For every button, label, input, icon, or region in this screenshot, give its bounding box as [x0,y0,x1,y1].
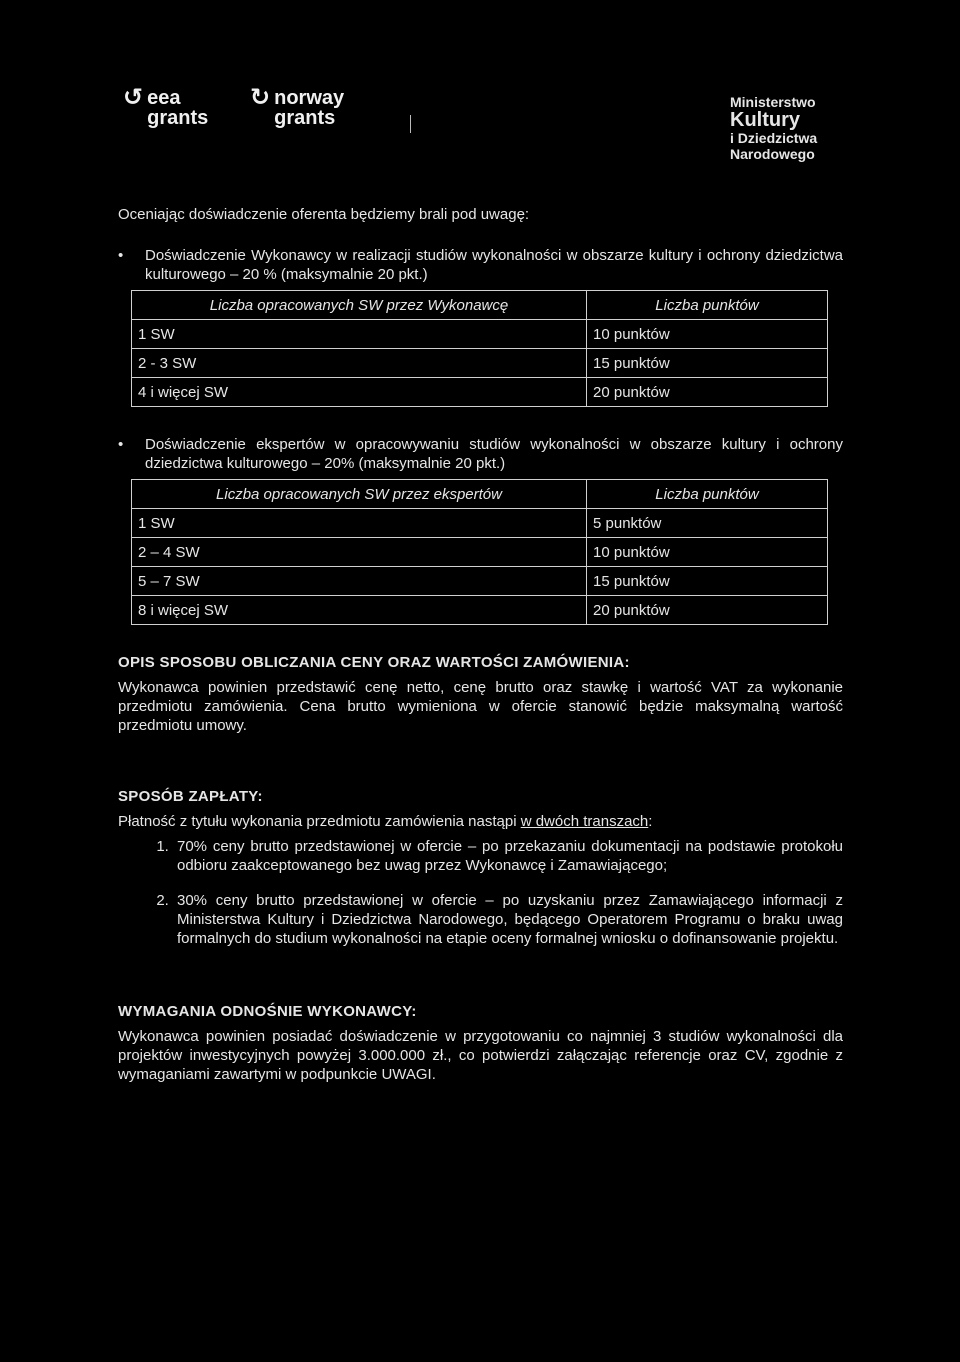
table-cell: 1 SW [132,320,587,349]
table-row [132,320,828,349]
table-cell: 2 – 4 SW [132,538,587,567]
table-row [132,596,828,625]
criterion-2-text: • Doświadczenie ekspertów w opracowywaniu studiów wykonalności w obszarze kultury i ochrony dziedzictwa kulturowego – 20% (maksymalnie 20 pkt.) [118,435,843,473]
spacer [118,735,843,775]
requirements-section-title: WYMAGANIA ODNOŚNIE WYKONAWCY: [118,1003,417,1020]
ministry-line-4: Narodowego [730,146,815,162]
ministry-line-3: i Dziedzictwa [730,130,818,146]
norway-grants-logo: ↻ norway grants [250,84,345,129]
table-cell: 20 punktów [587,378,828,407]
table-row [132,378,828,407]
column-header: Liczba punktów [587,480,828,509]
evaluation-intro: Oceniając doświadczenie oferenta będziemy brali pod uwagę: [118,206,530,223]
table-cell: 5 – 7 SW [132,567,587,596]
table-header-row [132,291,828,320]
table-row [132,349,828,378]
criterion-2-table [131,479,828,625]
price-section-body: Wykonawca powinien przedstawić cenę netto, cenę brutto oraz stawkę i wartość VAT za wykonanie przedmiotu zamówienia. Cena brutto wymieniona w ofercie stanowić będzie maksymalną wartość przedmiotu umowy. [118,679,843,734]
table-cell: 20 punktów [587,596,828,625]
table-header-row [132,480,828,509]
norway-swirl-icon: ↻ [250,84,271,111]
header-divider [410,115,411,133]
table-cell: 10 punktów [587,538,828,567]
column-header: Liczba opracowanych SW przez Wykonawcę [132,291,587,320]
table-cell: 10 punktów [587,320,828,349]
table-cell: 2 - 3 SW [132,349,587,378]
criterion-1-table [131,290,828,407]
table-cell: 8 i więcej SW [132,596,587,625]
ministry-logo [730,94,845,162]
table-row [132,509,828,538]
table-cell: 1 SW [132,509,587,538]
column-header: Liczba punktów [587,291,828,320]
table-cell: 5 punktów [587,509,828,538]
eea-swirl-icon: ↺ [123,84,144,111]
header [115,80,845,170]
payment-intro-underlined: w dwóch transzach [520,813,649,830]
requirements-section-body: Wykonawca powinien posiadać doświadczenie w przygotowaniu co najmniej 3 studiów wykonalności dla projektów inwestycyjnych powyżej 3.000.000 zł., co potwierdzi załączając referencje oraz CV, zgodnie z wymaganiami zawartymi w podpunkcie UWAGI. [118,1028,843,1083]
table-cell: 15 punktów [587,567,828,596]
table-cell: 4 i więcej SW [132,378,587,407]
criterion-1-text: • Doświadczenie Wykonawcy w realizacji studiów wykonalności w obszarze kultury i ochrony dziedzictwa kulturowego – 20 % (maksymalnie 20 pkt.) [118,246,843,284]
eea-grants-logo: ↺ eea grants [123,84,209,129]
payment-intro-end: : [648,813,653,830]
document-body [118,205,843,1084]
column-header: Liczba opracowanych SW przez ekspertów [132,480,587,509]
list-item: 2. 30% ceny brutto przedstawionej w ofercie – po uzyskaniu przez Zamawiającego informacji z Ministerstwa Kultury i Dziedzictwa Narodowego, będącego Operatorem Programu o braku uwag formalnych do studium wykonalności na etapie oceny formalnej wniosku o dofinansowanie projektu. [173,891,843,948]
spacer [118,964,843,990]
payment-section-title: SPOSÓB ZAPŁATY: [118,788,263,805]
ministry-line-1: Ministerstwo [730,94,816,110]
table-cell: 15 punktów [587,349,828,378]
payment-intro-text: Płatność z tytułu wykonania przedmiotu zamówienia nastąpi [118,813,521,830]
table-row [132,567,828,596]
price-section-title: OPIS SPOSOBU OBLICZANIA CENY ORAZ WARTOŚCI ZAMÓWIENIA: [118,654,630,671]
table-row [132,538,828,567]
payment-intro [118,812,843,831]
list-item: 1. 70% ceny brutto przedstawionej w ofercie – po przekazaniu dokumentacji na podstawie protokołu odbioru zaakceptowanego bez uwag przez Wykonawcę i Zamawiającego; [173,837,843,875]
payment-list [118,837,843,948]
ministry-line-2: Kultury [730,109,800,131]
